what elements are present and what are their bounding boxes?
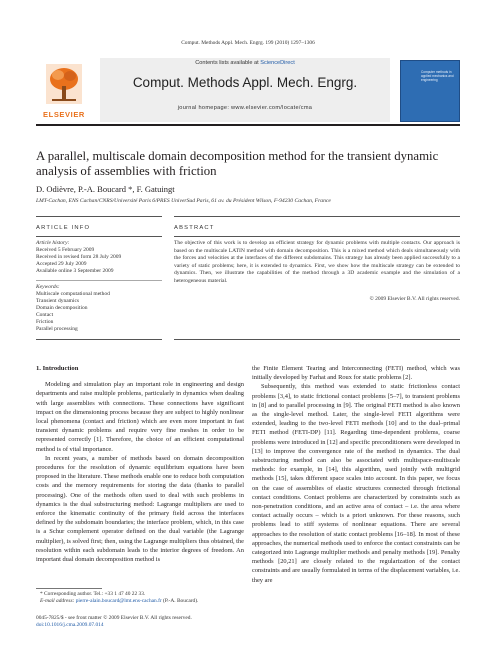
- keyword-item: Friction: [36, 319, 54, 325]
- intro-paragraph: the Finite Element Tearing and Interconnecting (FETI) method, which was initially developed by Farhat and Roux for static problems [2].: [252, 365, 460, 382]
- article-authors: D. Odièvre, P.-A. Boucard *, F. Gatuingt: [36, 184, 175, 194]
- intro-right-column: [252, 364, 460, 585]
- article-info-heading: ARTICLE INFO: [36, 225, 91, 231]
- abstract-rule-bottom: [174, 339, 460, 340]
- cover-title: Computer methods in applied mechanics and engineering: [421, 70, 454, 82]
- journal-homepage[interactable]: journal homepage: www.elsevier.com/locate/cma: [177, 105, 313, 111]
- abstract-copyright: © 2009 Elsevier B.V. All rights reserved.: [369, 296, 460, 302]
- info-rule-mid: [36, 236, 162, 237]
- history-rule: [36, 280, 162, 281]
- footnote-rule: [36, 588, 102, 589]
- history-item: Received in revised form 28 July 2009: [36, 254, 122, 260]
- footnote-corresponding: * Corresponding author. Tel.: +33 1 47 40 22 33.: [40, 591, 146, 597]
- header-rule: [36, 124, 460, 126]
- doi-link[interactable]: doi:10.1016/j.cma.2009.07.014: [36, 622, 104, 628]
- masthead: [100, 58, 390, 122]
- elsevier-wordmark: ELSEVIER: [43, 110, 85, 119]
- intro-paragraph: Subsequently, this method was extended to static frictionless contact problems [3,4], to static frictional contact problems [5–7], to transient problems in [8] and to parallel processing in [9]. The original FETI method is also known as the single-level method. Later, the single-level FETI algorithms were extended, leading to the two-level FETI methods [10] and to the dual–primal FETI method (FETI-DP) [11]. Regarding time-dependent problems, coarse problems were introduced in [12] and specific preconditioners were developed in [13] to improve the convergence rate of the method in dynamics. The dual substructuring method can also be associated with multispace-multiscale methods: for example, in [14], this algorithm, used jointly with multigrid methods [15], takes different space scales into account. In this paper, we focus on the case of assemblies of elastic structures connected through frictional contact conditions. Contact problems are characterized by constraints such as non-penetration conditions, and an active area of contact – i.e. the area where contact actually occurs – which is a priori unknown. For these reasons, such problems lead to stiff systems of nonlinear equations. There are several approaches to the resolution of static contact problems [16–18]. In most of these approaches, the numerical methods used to enforce the contact constraints can be categorized into Lagrange multiplier methods and penalty methods [19]. Penalty methods [20,21] are closely related to the regularization of the contact constraints and are usually formulated in terms of the displacement variables, i.e. they are: [252, 383, 460, 584]
- keyword-item: Contact: [36, 312, 54, 318]
- journal-header: [36, 58, 460, 122]
- bottom-matter: [36, 615, 296, 629]
- journal-name: Comput. Methods Appl. Mech. Engrg.: [132, 75, 358, 90]
- history-item: Received 5 February 2009: [36, 247, 95, 253]
- journal-cover-image: [400, 60, 460, 122]
- keyword-item: Multiscale computational method: [36, 291, 110, 297]
- keywords-block: [36, 284, 162, 333]
- abstract-heading: ABSTRACT: [174, 225, 215, 231]
- abstract-text: The objective of this work is to develop an efficient strategy for dynamic problems with multiple contacts. Our approach is based on the multiscale LATIN method with domain decomposition. This is a mixed method which deals simultaneously with the forces and velocities at the interfaces of the different subdomains. This strategy has already been applied successfully to a variety of static problems; here, it is extended to dynamics. First, we show how the multiscale strategy can be extended to dynamics. Then, we illustrate the capabilities of the method through a 3D academic example and the simulation of a heterogeneous material.: [174, 240, 460, 284]
- elsevier-logo: [36, 58, 92, 118]
- sciencedirect-link[interactable]: ScienceDirect: [260, 60, 295, 66]
- intro-paragraph: Modeling and simulation play an important role in engineering and design departments and raise multiple problems, particularly in dynamics when dealing with large assemblies with connections. These connections have significant impact on the dimensioning process because they are subject to highly nonlinear local phenomena (contact and friction) which are even more important in fast transient dynamic problems and require very fine meshes in order to be represented correctly [1]. Therefore, the choice of an efficient computational method is of vital importance.: [36, 381, 244, 453]
- footnote-email-line: [40, 598, 240, 605]
- journal-citation: Comput. Methods Appl. Mech. Engrg. 199 (2010) 1297–1306: [181, 40, 315, 46]
- history-label: Article history:: [36, 240, 70, 246]
- keywords-label: Keywords:: [36, 284, 60, 290]
- keyword-item: Domain decomposition: [36, 305, 88, 311]
- intro-heading: 1. Introduction: [36, 365, 79, 372]
- article-history: [36, 240, 162, 275]
- keyword-item: Transient dynamics: [36, 298, 80, 304]
- keyword-item: Parallel processing: [36, 326, 78, 332]
- email-label: E-mail address:: [40, 598, 76, 604]
- issn-line: 0045-7825/$ - see front matter © 2009 Elsevier B.V. All rights reserved.: [36, 615, 192, 621]
- article-affiliation: LMT-Cachan, ENS Cachan/CNRS/Université Paris 6/PRES UniverSud Paris, 61 av. du Président Wilson, F-94230 Cachan, France: [36, 198, 331, 204]
- abstract-rule-mid: [174, 236, 460, 237]
- contents-prefix: Contents lists available at: [195, 60, 261, 66]
- email-suffix: (P.-A. Boucard).: [161, 598, 199, 604]
- email-link[interactable]: pierre-alain.boucard@lmt.ens-cachan.fr: [75, 598, 162, 604]
- article-title: A parallel, multiscale domain decomposition method for the transient dynamic analysis of assemblies with friction: [36, 149, 439, 178]
- abstract-rule-top: [174, 216, 460, 217]
- info-rule-bottom: [36, 339, 162, 340]
- intro-paragraph: In recent years, a number of methods based on domain decomposition procedures for the resolution of dynamic equilibrium equations have been proposed in the literature. These methods enable one to reduce both computation costs and the memory requirements for storing the data (thanks to parallel processing). One of the methods often used to deal with such problems in dynamics is the dual substructuring method: Lagrange multipliers are used to enforce the kinematic continuity of the primary field across the interfaces defined by the subdomain boundaries; the interface problem, which, in this case is a Schur complement operator defined on the dual variable (the Lagrange multiplier), is solved first; then, using the Lagrange multipliers thus obtained, the resolution within each subdomain leads to the interior degrees of freedom. An important dual domain decomposition method is: [36, 454, 244, 564]
- history-item: Accepted 29 July 2009: [36, 261, 87, 267]
- contents-line: [100, 60, 390, 66]
- elsevier-tree-icon: [46, 64, 82, 104]
- footnote: [40, 591, 240, 605]
- intro-left-column: [36, 364, 244, 564]
- info-rule-top: [36, 216, 162, 217]
- history-item: Available online 3 September 2009: [36, 268, 114, 274]
